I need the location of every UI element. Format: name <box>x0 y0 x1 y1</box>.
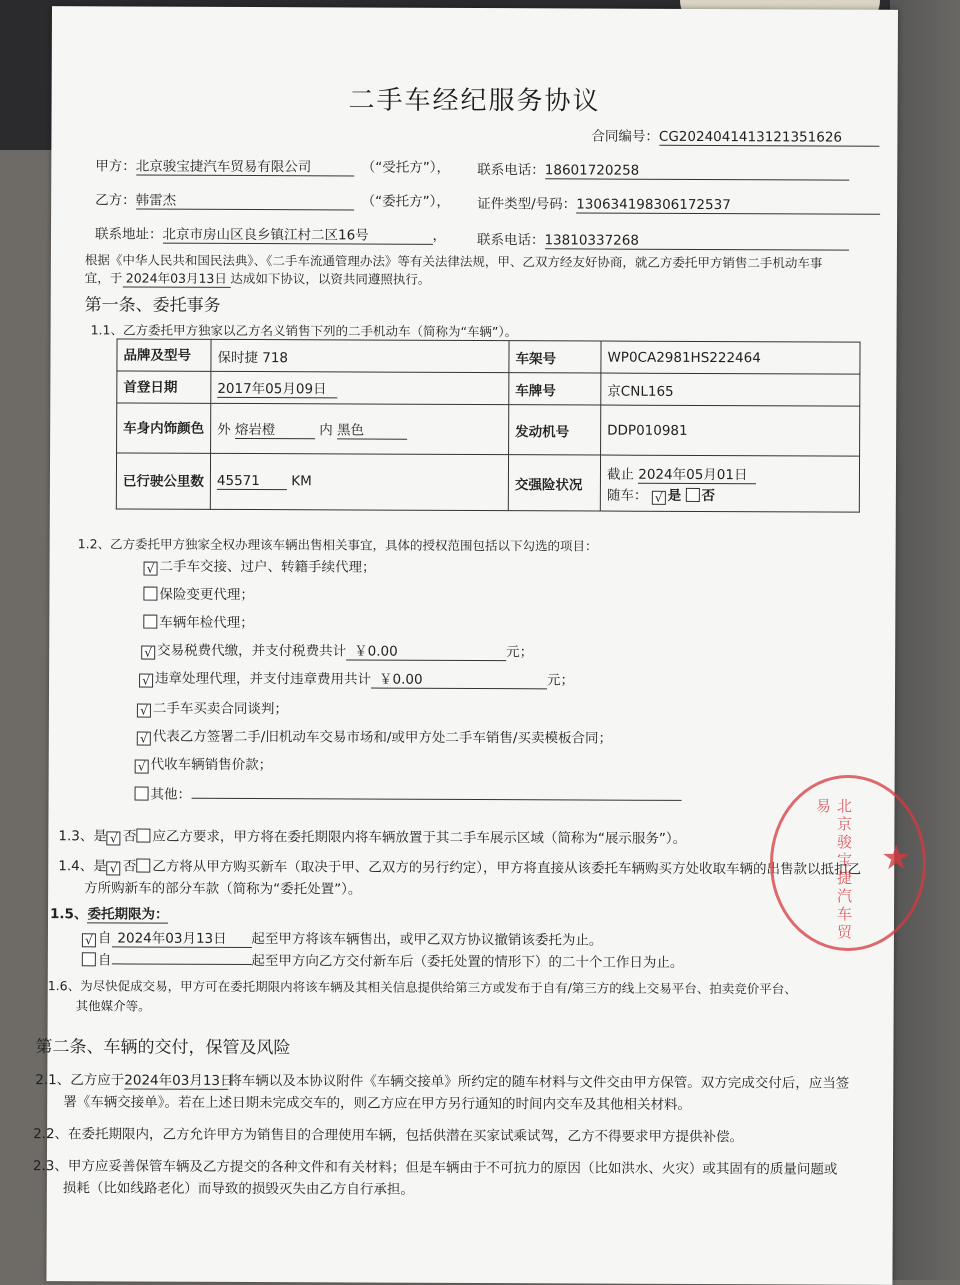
engine-label: 发动机号 <box>509 405 601 455</box>
clause-1-4-no-checkbox[interactable] <box>136 859 150 873</box>
reg-date-text: 2017年05月09日 <box>217 377 337 399</box>
auth-checkbox[interactable] <box>143 615 157 629</box>
party-b-id-label: 证件类型/号码： <box>477 196 577 213</box>
preamble-prefix: 宜，于 <box>84 270 123 286</box>
color-in-value: 黑色 <box>337 418 407 439</box>
auth-item-label: 二手车交接、过户、转籍手续代理； <box>159 558 376 576</box>
insurance-label: 交强险状况 <box>508 455 600 511</box>
auth-item <box>141 639 533 662</box>
clause-1-3-no-checkbox[interactable] <box>136 829 150 843</box>
clause-1-3-no-label: 否 <box>122 828 137 845</box>
clause-1-3-text: 应乙方要求，甲方将在委托期限内将车辆放置于其二手车展示区域（简称为“展示服务”）。 <box>152 828 687 847</box>
clause-1-5-title: 委托期限为： <box>87 902 168 923</box>
clause-2-1-date: 2024年03月13日 <box>124 1068 228 1089</box>
star-icon: ★ <box>881 838 912 878</box>
desk-edge <box>890 0 960 1280</box>
clause-2-1-text: 将车辆以及本协议附件《车辆交接单》所约定的随车材料与文件交由甲方保管。双方完成交付后，应当签 <box>228 1072 850 1092</box>
auth-item <box>137 697 288 719</box>
auth-checkbox[interactable]: √ <box>137 732 151 746</box>
engine-value: DDP010981 <box>601 405 860 456</box>
clause-1-6-line-2: 其他媒介等。 <box>75 998 151 1014</box>
vin-value: WP0CA2981HS222464 <box>601 341 860 374</box>
table-row <box>116 453 859 512</box>
mileage-label: 已行驶公里数 <box>116 453 210 509</box>
clause-1-4-prefix: 1.4、是 <box>58 858 107 875</box>
clause-2-2: 2.2、在委托期限内，乙方允许甲方为销售目的合理使用车辆，包括供潜在买家试乘试驾，乙方不得要求甲方提供补偿。 <box>33 1126 744 1146</box>
clause-1-6-line-1: 1.6、为尽快促成交易，甲方可在委托期限内将该车辆及其相关信息提供给第三方或发布于自有/第三方的线上交易平台、拍卖竞价平台、 <box>47 978 797 997</box>
clause-1-4-line-1: 乙方将从甲方购买新车（取决于甲、乙双方的另行约定），甲方将直接从该委托车辆购买方处收取车辆的出售款以抵扣乙 <box>152 858 862 878</box>
auth-item <box>143 583 254 603</box>
clause-1-3 <box>58 824 686 848</box>
address-suffix: ， <box>432 227 447 244</box>
color-value <box>211 403 509 454</box>
clause-1-5-heading <box>50 902 169 924</box>
clause-1-4 <box>58 854 861 879</box>
clause-2-1 <box>35 1068 849 1093</box>
with-car-no-label: 否 <box>701 487 716 504</box>
plate-label: 车牌号 <box>509 373 601 405</box>
auth-item-label: 保险变更代理； <box>159 586 254 604</box>
address-value: 北京市房山区良乡镇江村二区16号 <box>162 223 432 245</box>
color-label: 车身内饰颜色 <box>117 403 211 453</box>
term-option-2-checkbox[interactable] <box>82 952 96 966</box>
address-phone-label: 联系电话： <box>476 232 545 249</box>
tax-unit: 元； <box>506 644 534 661</box>
insurance-expiry <box>607 462 853 484</box>
auth-checkbox[interactable]: √ <box>141 646 155 660</box>
violation-unit: 元； <box>547 672 575 689</box>
party-a-phone-value: 18601720258 <box>545 162 849 180</box>
insurance-value <box>600 455 859 512</box>
auth-item-label: 代表乙方签署二手/旧机动车交易市场和/或甲方处二手车销售/买卖模板合同； <box>152 728 613 747</box>
auth-item <box>143 611 254 631</box>
address-label: 联系地址： <box>94 226 163 243</box>
party-a-role: （“受托方”）， <box>361 159 451 176</box>
auth-item <box>139 667 574 690</box>
term-option-1-checkbox[interactable]: √ <box>82 933 96 947</box>
term-option-2 <box>82 948 684 971</box>
with-car-yes-checkbox[interactable]: √ <box>652 490 666 504</box>
auth-item <box>137 725 612 748</box>
clause-1-4-no-label: 否 <box>122 858 137 875</box>
preamble-line-1: 根据《中华人民共和国民法典》、《二手车流通管理办法》等有关法律法规，甲、乙双方经友好协商，就乙方委托甲方销售二手机动车事 <box>84 252 823 271</box>
section-2-heading: 第二条、车辆的交付，保管及风险 <box>35 1037 291 1059</box>
term-option-2-date[interactable] <box>111 950 251 965</box>
color-out-prefix: 外 <box>217 421 231 438</box>
color-in-prefix: 内 <box>319 422 333 439</box>
clause-1-4-line-2: 方所购新车的部分车款（简称为“委托处置”）。 <box>84 880 362 898</box>
clause-2-3-line-1: 2.3、甲方应妥善保管车辆及乙方提交的各种文件和有关材料；但是车辆由于不可抗力的原因（比如洪水、火灾）或其固有的质量问题或 <box>32 1158 838 1178</box>
term-option-2-text: 起至甲方向乙方交付新车后（委托处置的情形下）的二十个工作日为止。 <box>251 953 684 971</box>
clause-1-3-yes-checkbox[interactable]: √ <box>107 831 121 845</box>
party-b-row <box>95 188 450 211</box>
preamble-suffix: 达成如下协议，以资共同遵照执行。 <box>230 270 431 287</box>
contract-number-value: CG2024041413121351626 <box>659 129 879 147</box>
party-b-id-value: 130634198306172537 <box>576 196 880 214</box>
auth-checkbox[interactable]: √ <box>144 562 158 576</box>
insurance-expiry-date: 2024年05月01日 <box>638 462 756 484</box>
auth-checkbox[interactable] <box>143 587 157 601</box>
contract-page <box>32 6 898 1285</box>
clause-1-4-yes-checkbox[interactable]: √ <box>107 861 121 875</box>
term-option-2-prefix: 自 <box>97 952 112 969</box>
auth-item-label: 车辆年检代理； <box>159 614 254 632</box>
insurance-with-car <box>607 483 853 505</box>
party-b-role: （“委托方”）， <box>361 193 450 210</box>
term-option-1-prefix: 自 <box>97 930 112 947</box>
party-b-id <box>477 192 880 215</box>
auth-checkbox[interactable]: √ <box>137 704 151 718</box>
auth-checkbox[interactable]: √ <box>135 760 149 774</box>
mileage-unit: KM <box>291 473 312 490</box>
tax-amount: ￥0.00 <box>346 639 506 661</box>
party-a-row <box>95 154 450 177</box>
clause-1-3-prefix: 1.3、是 <box>58 828 107 845</box>
address-phone-value: 13810337268 <box>544 232 848 250</box>
other-blank[interactable] <box>191 785 681 801</box>
term-option-1-text: 起至甲方将该车辆售出，或甲乙双方协议撤销该委托为止。 <box>251 931 603 949</box>
table-row <box>117 339 860 374</box>
clause-1-2: 1.2、乙方委托甲方独家全权办理该车辆出售相关事宜，具体的授权范围包括以下勾选的项目： <box>77 536 598 554</box>
auth-item-label: 其他： <box>150 786 192 803</box>
party-a-phone <box>477 158 849 181</box>
clause-2-3-line-2: 损耗（比如线路老化）而导致的损毁灭失由乙方自行承担。 <box>62 1180 414 1198</box>
vehicle-info-table <box>116 338 861 512</box>
auth-item <box>144 555 376 577</box>
clause-1-5-number: 1.5、 <box>50 906 88 923</box>
reg-date-value <box>211 371 509 404</box>
auth-checkbox[interactable] <box>135 787 149 801</box>
with-car-label: 随车： <box>606 487 648 504</box>
seal-text: 北京骏宝捷汽车贸易 <box>814 798 853 942</box>
section-1-heading: 第一条、委托事务 <box>84 295 221 316</box>
clause-2-1-prefix: 2.1、乙方应于 <box>35 1072 125 1089</box>
insurance-expiry-prefix: 截止 <box>606 466 635 483</box>
table-row <box>117 403 860 456</box>
table-row <box>117 371 860 406</box>
party-a-phone-label: 联系电话： <box>477 162 545 179</box>
mileage-number: 45571 <box>217 473 287 490</box>
party-a-label: 甲方： <box>95 158 136 175</box>
vin-label: 车架号 <box>509 341 601 373</box>
auth-checkbox[interactable]: √ <box>139 674 153 688</box>
term-option-1-date: 2024年03月13日 <box>111 926 251 948</box>
violation-amount: ￥0.00 <box>371 668 547 690</box>
brand-value: 保时捷 718 <box>211 339 509 372</box>
color-out-value: 熔岩橙 <box>235 418 315 439</box>
address-phone <box>477 228 849 251</box>
with-car-no-checkbox[interactable] <box>685 487 699 501</box>
party-b-label: 乙方： <box>95 192 136 209</box>
mileage-value <box>210 453 508 510</box>
party-b-name: 韩雷杰 <box>136 189 354 211</box>
auth-item-label: 二手车买卖合同谈判； <box>152 700 288 718</box>
document-title: 二手车经纪服务协议 <box>348 85 601 117</box>
contract-number-label: 合同编号： <box>591 128 659 145</box>
address-row <box>95 222 446 245</box>
clause-1-1: 1.1、乙方委托甲方独家以乙方名义销售下列的二手机动车（简称为“车辆”）。 <box>90 322 518 340</box>
clause-2-1-line-2: 署《车辆交接单》。若在上述日期未完成交车的，则乙方应在甲方另行通知的时间内交车及其他相关材料。 <box>63 1094 692 1113</box>
party-a-name: 北京骏宝捷汽车贸易有限公司 <box>136 155 354 177</box>
auth-item-label: 违章处理代理，并支付违章费用共计 <box>155 670 372 688</box>
brand-label: 品牌及型号 <box>117 339 211 371</box>
with-car-yes-label: 是 <box>667 487 682 504</box>
auth-item-label: 代收车辆销售价款； <box>150 756 273 774</box>
plate-value: 京CNL165 <box>601 373 860 406</box>
company-seal <box>770 775 926 951</box>
preamble-date: 2024年03月13日 <box>122 268 230 287</box>
auth-item <box>135 753 273 775</box>
term-option-1 <box>82 926 603 949</box>
contract-number <box>591 125 879 147</box>
preamble-line-2 <box>85 268 431 289</box>
auth-item-label: 交易税费代缴，并支付税费共计 <box>157 642 347 660</box>
reg-date-label: 首登日期 <box>117 371 211 403</box>
auth-item <box>135 783 682 805</box>
